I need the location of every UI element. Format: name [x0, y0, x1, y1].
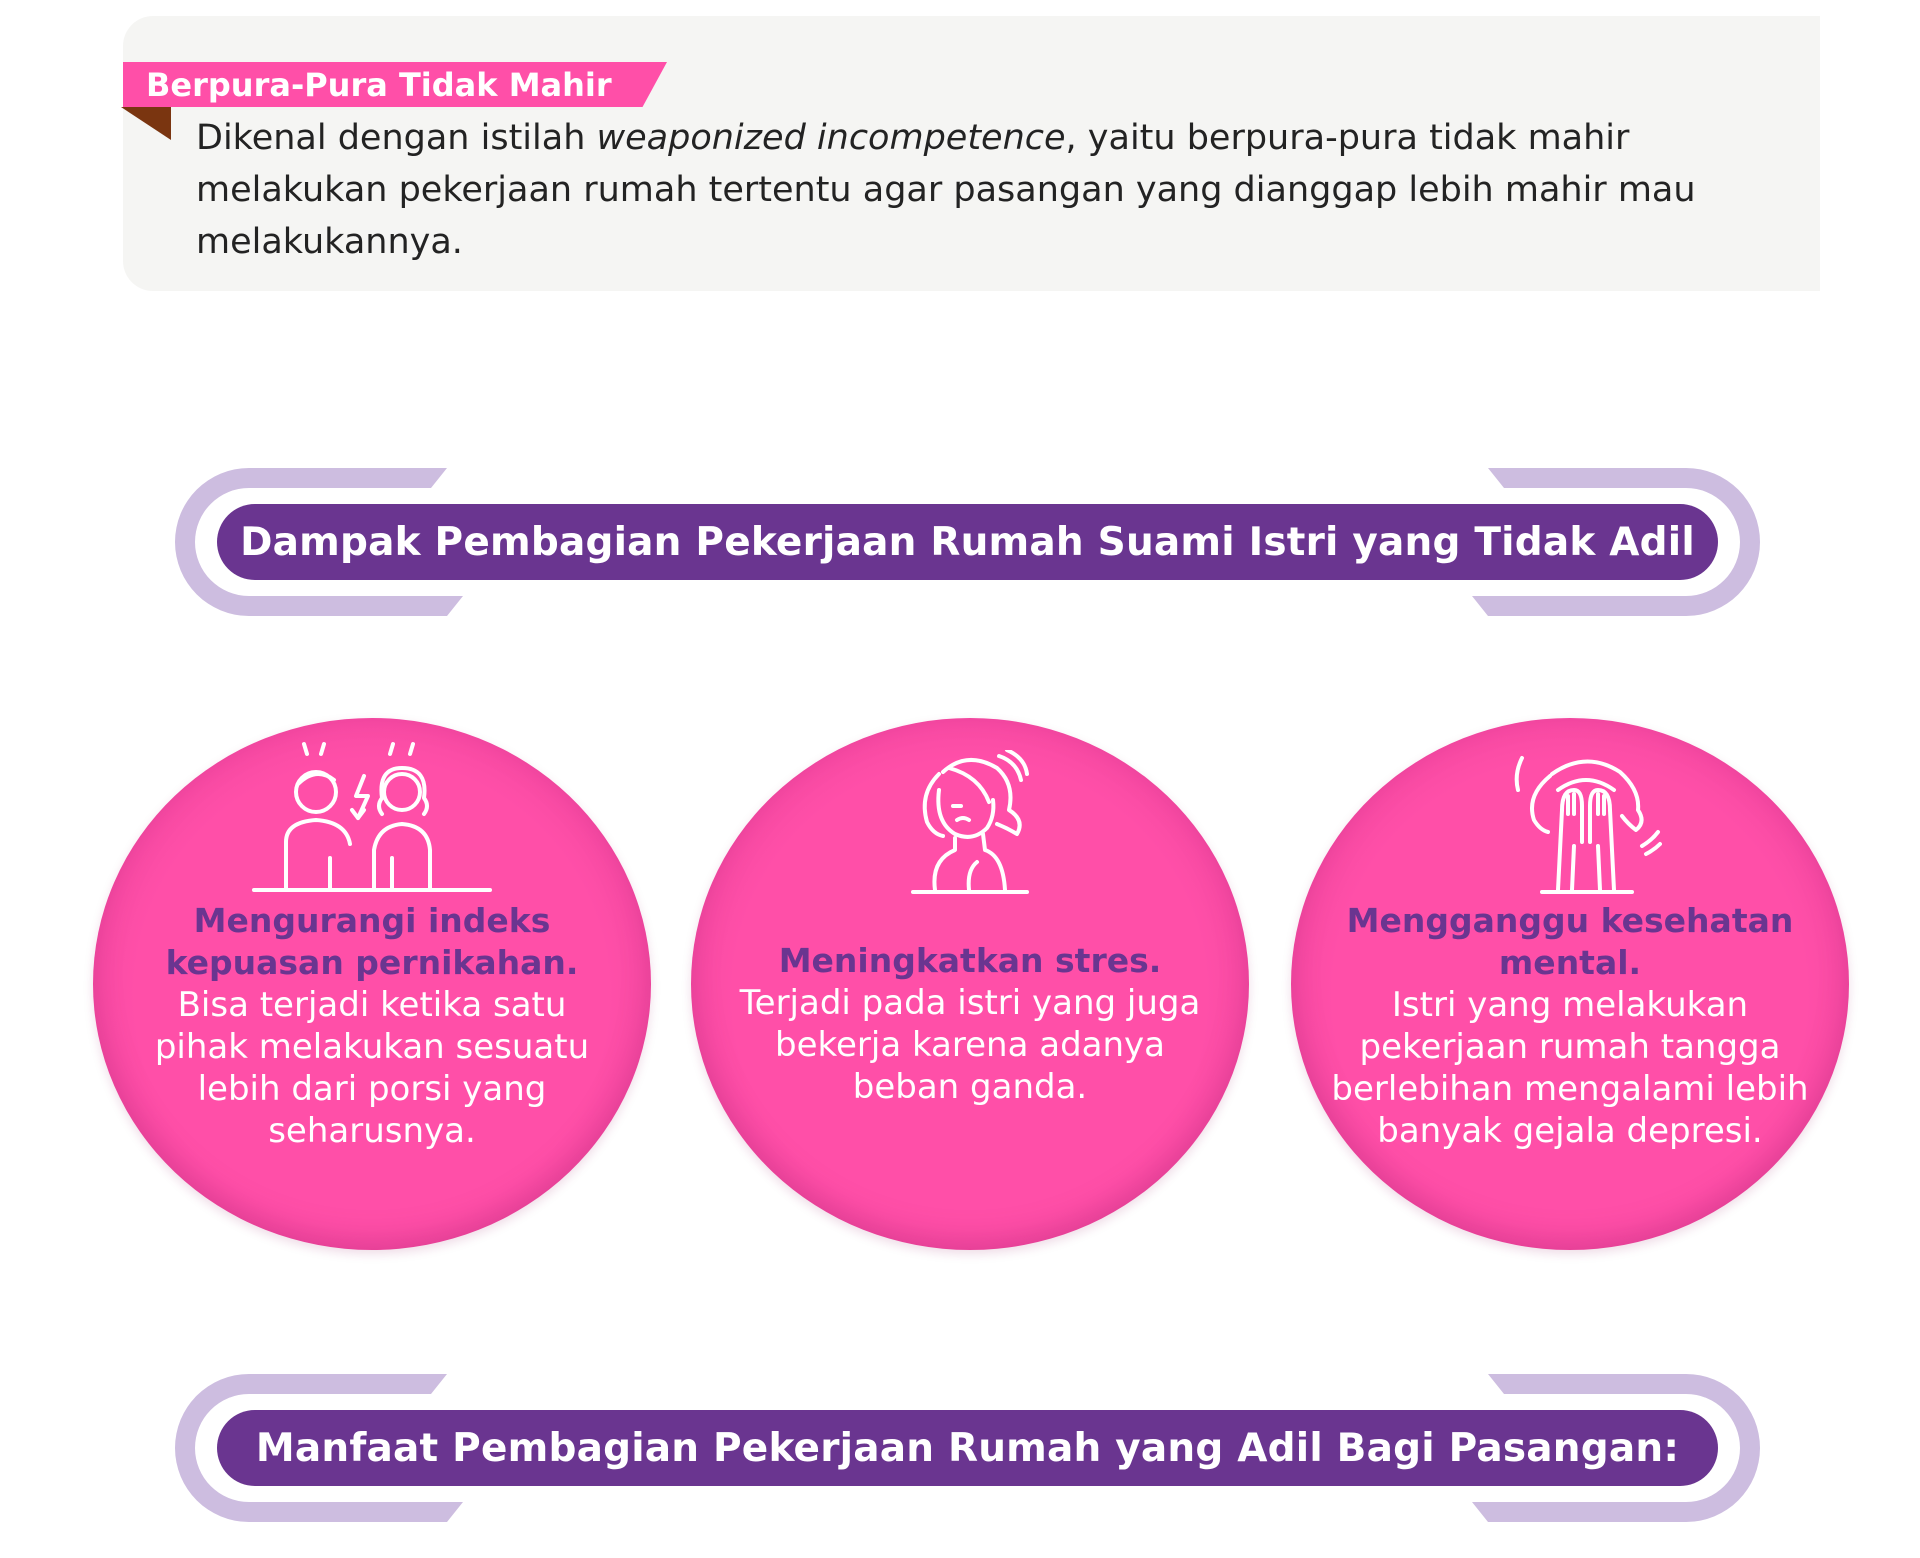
- impact-card-title: Mengurangi indeks kepuasan pernikahan.: [165, 901, 579, 982]
- note-body-term: weaponized incompetence: [596, 118, 1066, 158]
- impact-card-title: Mengganggu kesehatan mental.: [1346, 901, 1794, 982]
- stressed-woman-icon: [909, 750, 1029, 900]
- note-tag-label: Berpura-Pura Tidak Mahir: [146, 66, 612, 104]
- impact-section-banner: [175, 468, 1760, 616]
- impact-card-description: Istri yang melakukan pekerjaan rumah tangga berlebihan mengalami lebih banyak gejala depresi.: [1331, 985, 1809, 1151]
- impact-title-pill: [217, 504, 1718, 580]
- impact-card-title: Meningkatkan stres.: [778, 941, 1162, 980]
- benefit-title-pill: [217, 1410, 1718, 1486]
- arguing-couple-icon: [252, 740, 492, 900]
- impact-card: [1291, 718, 1849, 1250]
- impact-section-title: Dampak Pembagian Pekerjaan Rumah Suami Istri yang Tidak Adil: [240, 519, 1695, 565]
- impact-card-text: [1331, 900, 1809, 1152]
- benefit-section-title: Manfaat Pembagian Pekerjaan Rumah yang Adil Bagi Pasangan:: [255, 1425, 1680, 1471]
- impact-card: [93, 718, 651, 1250]
- impact-card: [691, 718, 1249, 1250]
- note-body-suffix: , yaitu berpura-pura tidak mahir melakukan pekerjaan rumah tertentu agar pasangan yang dianggap lebih mahir mau melakukannya.: [196, 118, 1696, 262]
- impact-card-text: [731, 940, 1209, 1108]
- impact-card-description: Terjadi pada istri yang juga bekerja karena adanya beban ganda.: [739, 983, 1201, 1107]
- crying-woman-icon: [1512, 750, 1662, 900]
- impact-card-description: Bisa terjadi ketika satu pihak melakukan sesuatu lebih dari porsi yang seharusnya.: [154, 985, 590, 1151]
- benefit-section-banner: [175, 1374, 1760, 1522]
- note-body-prefix: Dikenal dengan istilah: [196, 118, 597, 158]
- impact-card-text: [133, 900, 611, 1152]
- note-body: [196, 112, 1796, 268]
